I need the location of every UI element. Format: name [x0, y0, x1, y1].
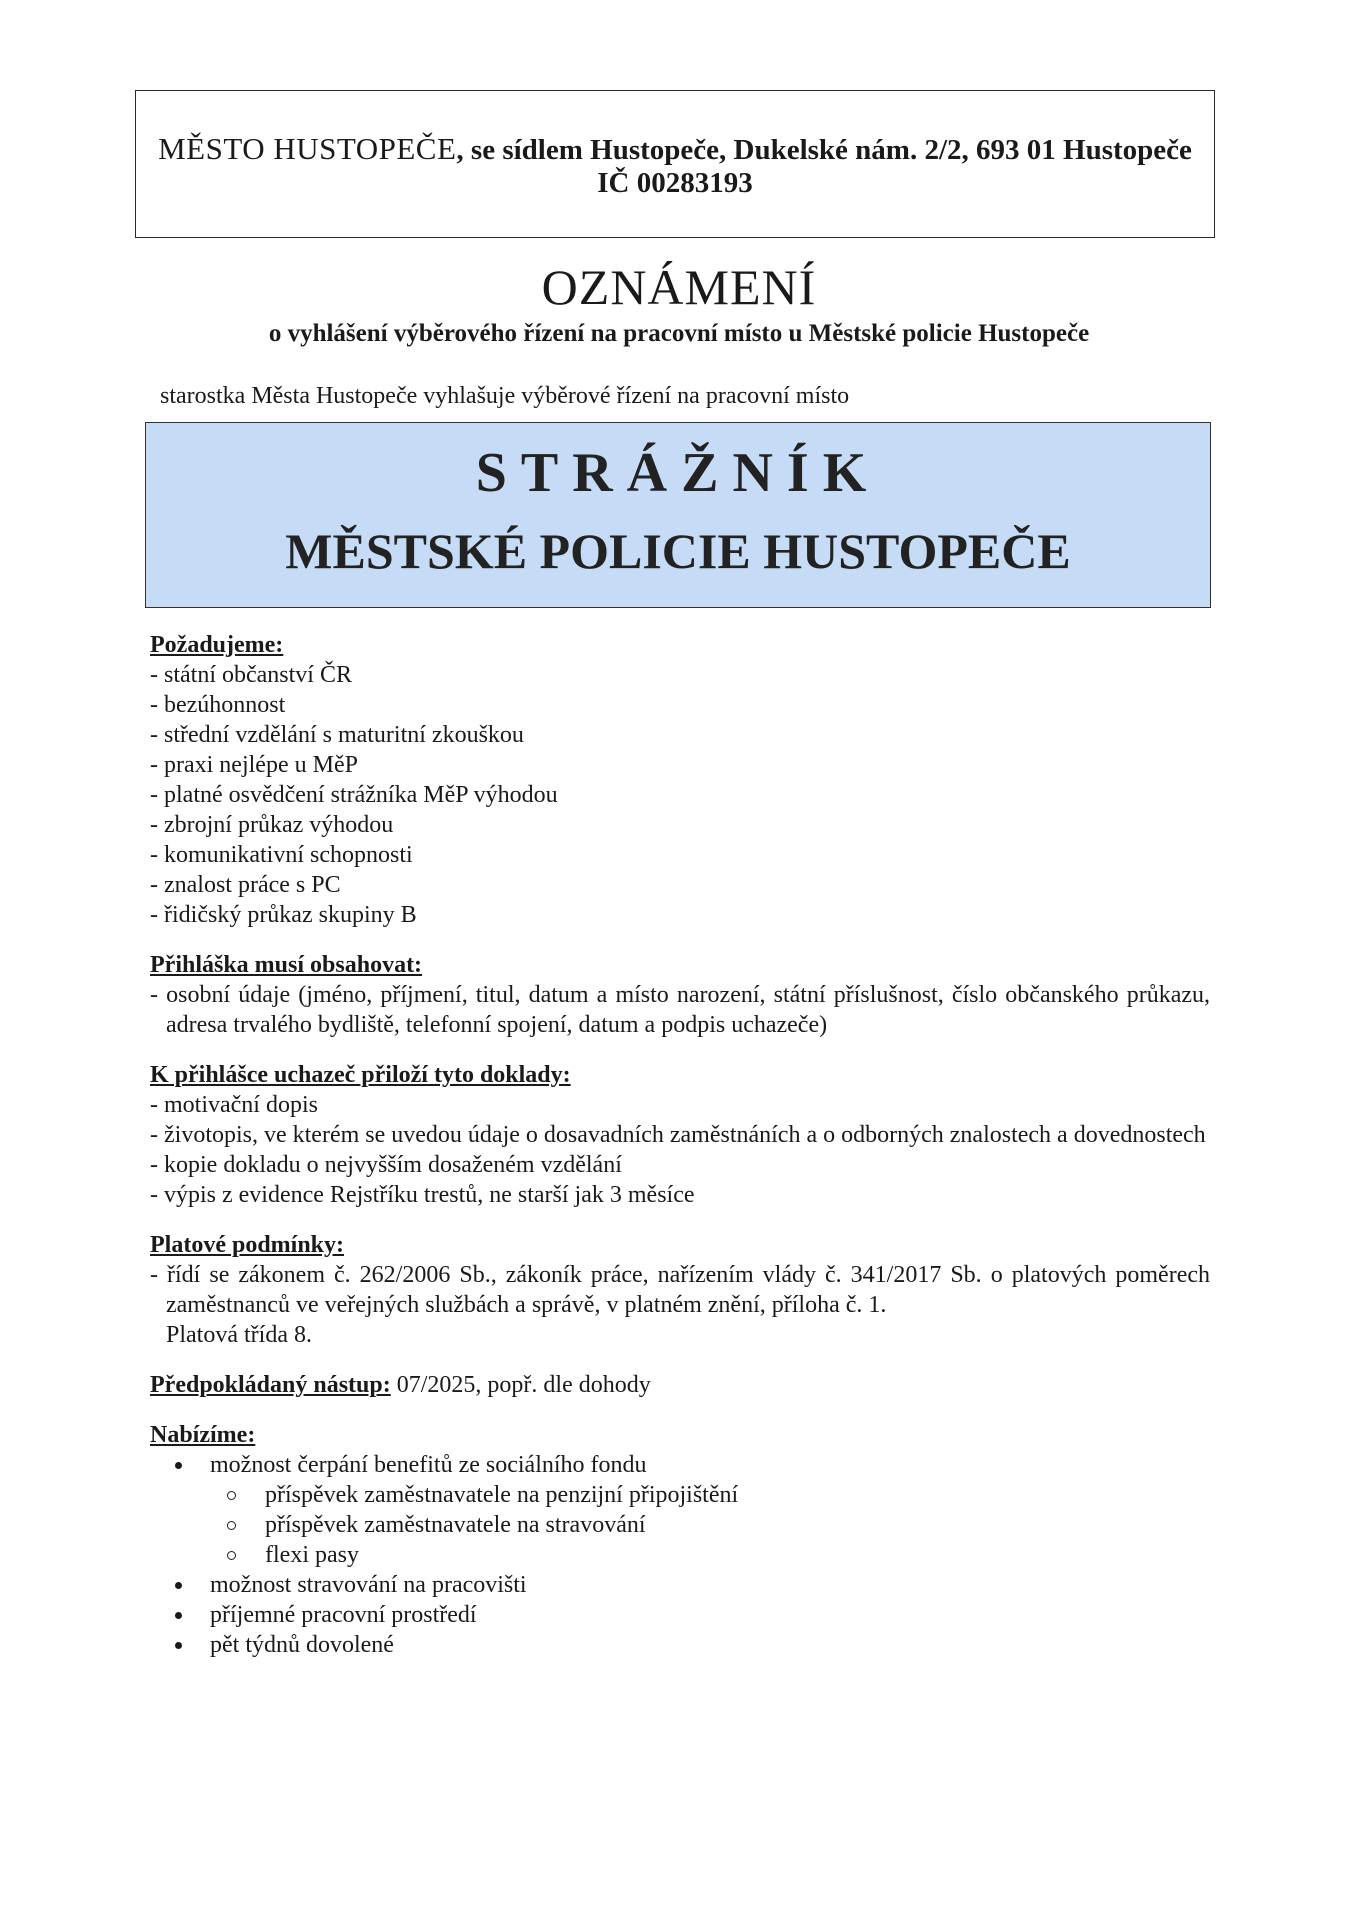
requirements-section — [150, 630, 1210, 930]
requirements-heading: Požadujeme: — [150, 632, 284, 658]
city-seat: , se sídlem Hustopeče, Dukelské nám. 2/2, 693 01 Hustopeče — [456, 134, 1192, 166]
offer-item: příjemné pracovní prostředí — [150, 1600, 1210, 1630]
position-title: STRÁŽNÍK — [475, 442, 881, 504]
offer-sub-item: příspěvek zaměstnavatele na penzijní připojištění — [150, 1480, 1210, 1510]
requirement-item: - platné osvědčení strážníka MěP výhodou — [150, 782, 558, 808]
requirement-item: - střední vzdělání s maturitní zkouškou — [150, 722, 524, 748]
requirement-item: - znalost práce s PC — [150, 872, 341, 898]
application-section — [150, 950, 1210, 1040]
header-box — [135, 90, 1215, 238]
offer-item: možnost čerpání benefitů ze sociálního fondu — [150, 1450, 1210, 1480]
requirement-item: - státní občanství ČR — [150, 662, 352, 688]
requirement-item: - praxi nejlépe u MěP — [150, 752, 358, 778]
start-heading: Předpokládaný nástup: — [150, 1372, 391, 1398]
application-item: - osobní údaje (jméno, příjmení, titul, datum a místo narození, státní příslušnost, číslo občanského průkazu, adresa trvalého bydliště, telefonní spojení, datum a podpis uchazeče) — [150, 982, 1210, 1038]
requirement-item: - bezúhonnost — [150, 692, 286, 718]
offer-item: možnost stravování na pracovišti — [150, 1570, 1210, 1600]
document-subtitle: o vyhlášení výběrového řízení na pracovní místo u Městské policie Hustopeče — [268, 320, 1090, 347]
document-item: - kopie dokladu o nejvyšším dosaženém vzdělání — [150, 1152, 622, 1178]
salary-section — [150, 1230, 1210, 1350]
salary-text: - řídí se zákonem č. 262/2006 Sb., zákoník práce, nařízením vlády č. 341/2017 Sb. o platových poměrech zaměstnanců ve veřejných službách a správě, v platném znění, příloha č. 1. — [150, 1262, 1210, 1318]
header-address-line — [136, 131, 1214, 167]
document-body — [150, 630, 1210, 1680]
application-heading: Přihláška musí obsahovat: — [150, 952, 423, 978]
requirement-item: - řidičský průkaz skupiny B — [150, 902, 417, 928]
offer-heading: Nabízíme: — [150, 1422, 256, 1448]
document-title: OZNÁMENÍ — [541, 259, 817, 315]
city-name: MĚSTO HUSTOPEČE — [158, 131, 457, 166]
requirement-item: - zbrojní průkaz výhodou — [150, 812, 394, 838]
document-item: - životopis, ve kterém se uvedou údaje o dosavadních zaměstnáních a o odborných znalostech a dovednostech — [150, 1122, 1206, 1148]
offer-sub-item: příspěvek zaměstnavatele na stravování — [150, 1510, 1210, 1540]
salary-class: Platová třída 8. — [166, 1322, 312, 1348]
salary-heading: Platové podmínky: — [150, 1232, 345, 1258]
start-section — [150, 1370, 1210, 1400]
position-banner — [145, 422, 1211, 608]
documents-heading: K přihlášce uchazeč přiloží tyto doklady: — [150, 1062, 571, 1088]
start-value: 07/2025, popř. dle dohody — [396, 1372, 651, 1398]
offer-item: pět týdnů dovolené — [150, 1630, 1210, 1660]
intro-text: starostka Města Hustopeče vyhlašuje výběrové řízení na pracovní místo — [160, 383, 850, 409]
requirement-item: - komunikativní schopnosti — [150, 842, 413, 868]
position-department: MĚSTSKÉ POLICIE HUSTOPEČE — [285, 523, 1071, 579]
offer-sub-item: flexi pasy — [150, 1540, 1210, 1570]
document-item: - výpis z evidence Rejstříku trestů, ne starší jak 3 měsíce — [150, 1182, 695, 1208]
company-id: IČ 00283193 — [597, 167, 753, 199]
offer-section — [150, 1420, 1210, 1660]
documents-section — [150, 1060, 1210, 1210]
document-item: - motivační dopis — [150, 1092, 318, 1118]
